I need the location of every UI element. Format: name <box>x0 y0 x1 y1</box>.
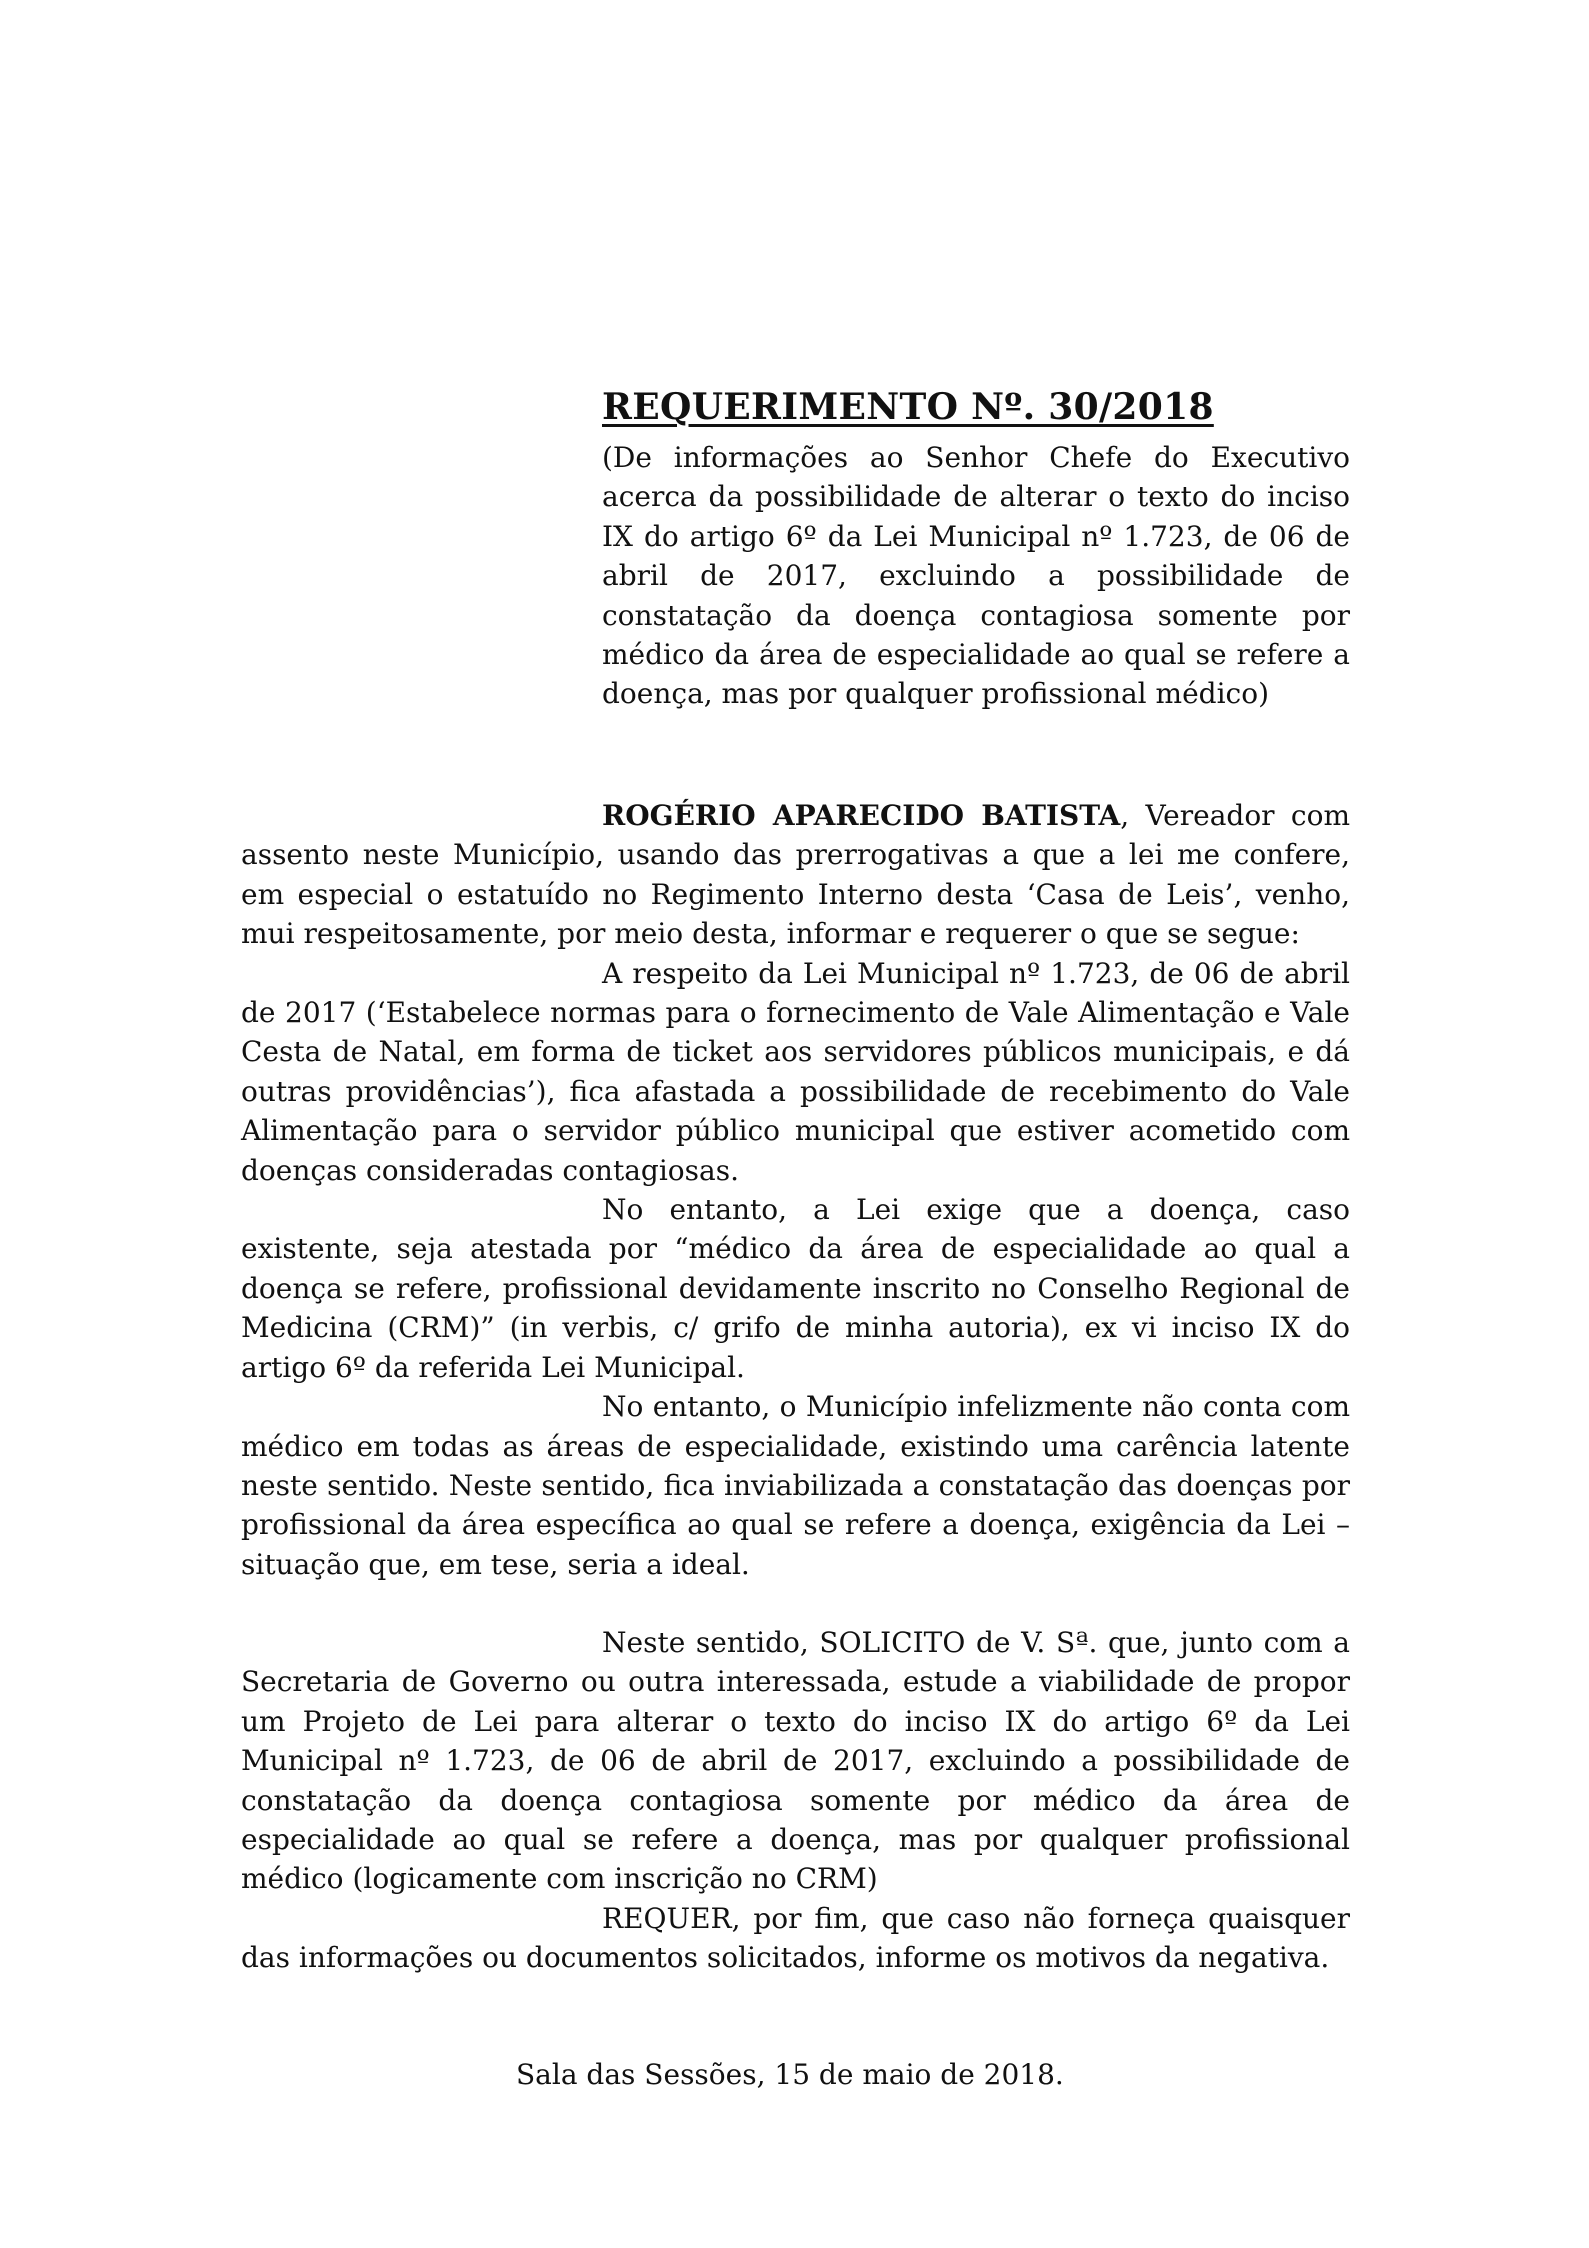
request-paragraph-2: REQUER, por fim, que caso não forneça quaisquer das informações ou documentos solicitados, informe os motivos da negativa. <box>241 1901 1350 1975</box>
author-paragraph <box>241 796 1350 954</box>
author-name: ROGÉRIO APARECIDO BATISTA <box>602 799 1121 832</box>
ementa: (De informações ao Senhor Chefe do Executivo acerca da possibilidade de alterar o texto do inciso IX do artigo 6º da Lei Municipal nº 1.723, de 06 de abril de 2017, excluindo a possibilidade de constatação da doença contagiosa somente por médico da área de especialidade ao qual se refere a doença, mas por qualquer profissional médico) <box>602 441 1350 711</box>
closing-line: Sala das Sessões, 15 de maio de 2018. <box>516 2058 1064 2091</box>
request-paragraph-1: Neste sentido, SOLICITO de V. Sª. que, junto com a Secretaria de Governo ou outra interessada, estude a viabilidade de propor um Projeto de Lei para alterar o texto do inciso IX do artigo 6º da Lei Municipal nº 1.723, de 06 de abril de 2017, excluindo a possibilidade de constatação da doença contagiosa somente por médico da área de especialidade ao qual se refere a doença, mas por qualquer profissional médico (logicamente com inscrição no CRM) <box>241 1626 1350 1896</box>
author-intro: , Vereador com assento neste Município, usando das prerrogativas a que a lei me confere, em especial o estatuído no Regimento Interno desta ‘Casa de Leis’, venho, mui respeitosamente, por meio desta, informar e requerer o que se segue: <box>241 799 1351 951</box>
author-section <box>241 796 1350 1584</box>
body-paragraph-1: A respeito da Lei Municipal nº 1.723, de 06 de abril de 2017 (‘Estabelece normas para o fornecimento de Vale Alimentação e Vale Cesta de Natal, em forma de ticket aos servidores públicos municipais, e dá outras providências’), fica afastada a possibilidade de recebimento do Vale Alimentação para o servidor público municipal que estiver acometido com doenças consideradas contagiosas. <box>241 956 1350 1187</box>
body-paragraph-3: No entanto, o Município infelizmente não conta com médico em todas as áreas de especialidade, existindo uma carência latente neste sentido. Neste sentido, fica inviabilizada a constatação das doenças por profissional da área específica ao qual se refere a doença, exigência da Lei – situação que, em tese, seria a ideal. <box>241 1390 1350 1581</box>
body-paragraph-2: No entanto, a Lei exige que a doença, caso existente, seja atestada por “médico da área de especialidade ao qual a doença se refere, profissional devidamente inscrito no Conselho Regional de Medicina (CRM)” (in verbis, c/ grifo de minha autoria), ex vi inciso IX do artigo 6º da referida Lei Municipal. <box>241 1193 1350 1384</box>
document-title: REQUERIMENTO Nº. 30/2018 <box>602 386 1214 428</box>
request-section <box>241 1623 1350 1978</box>
